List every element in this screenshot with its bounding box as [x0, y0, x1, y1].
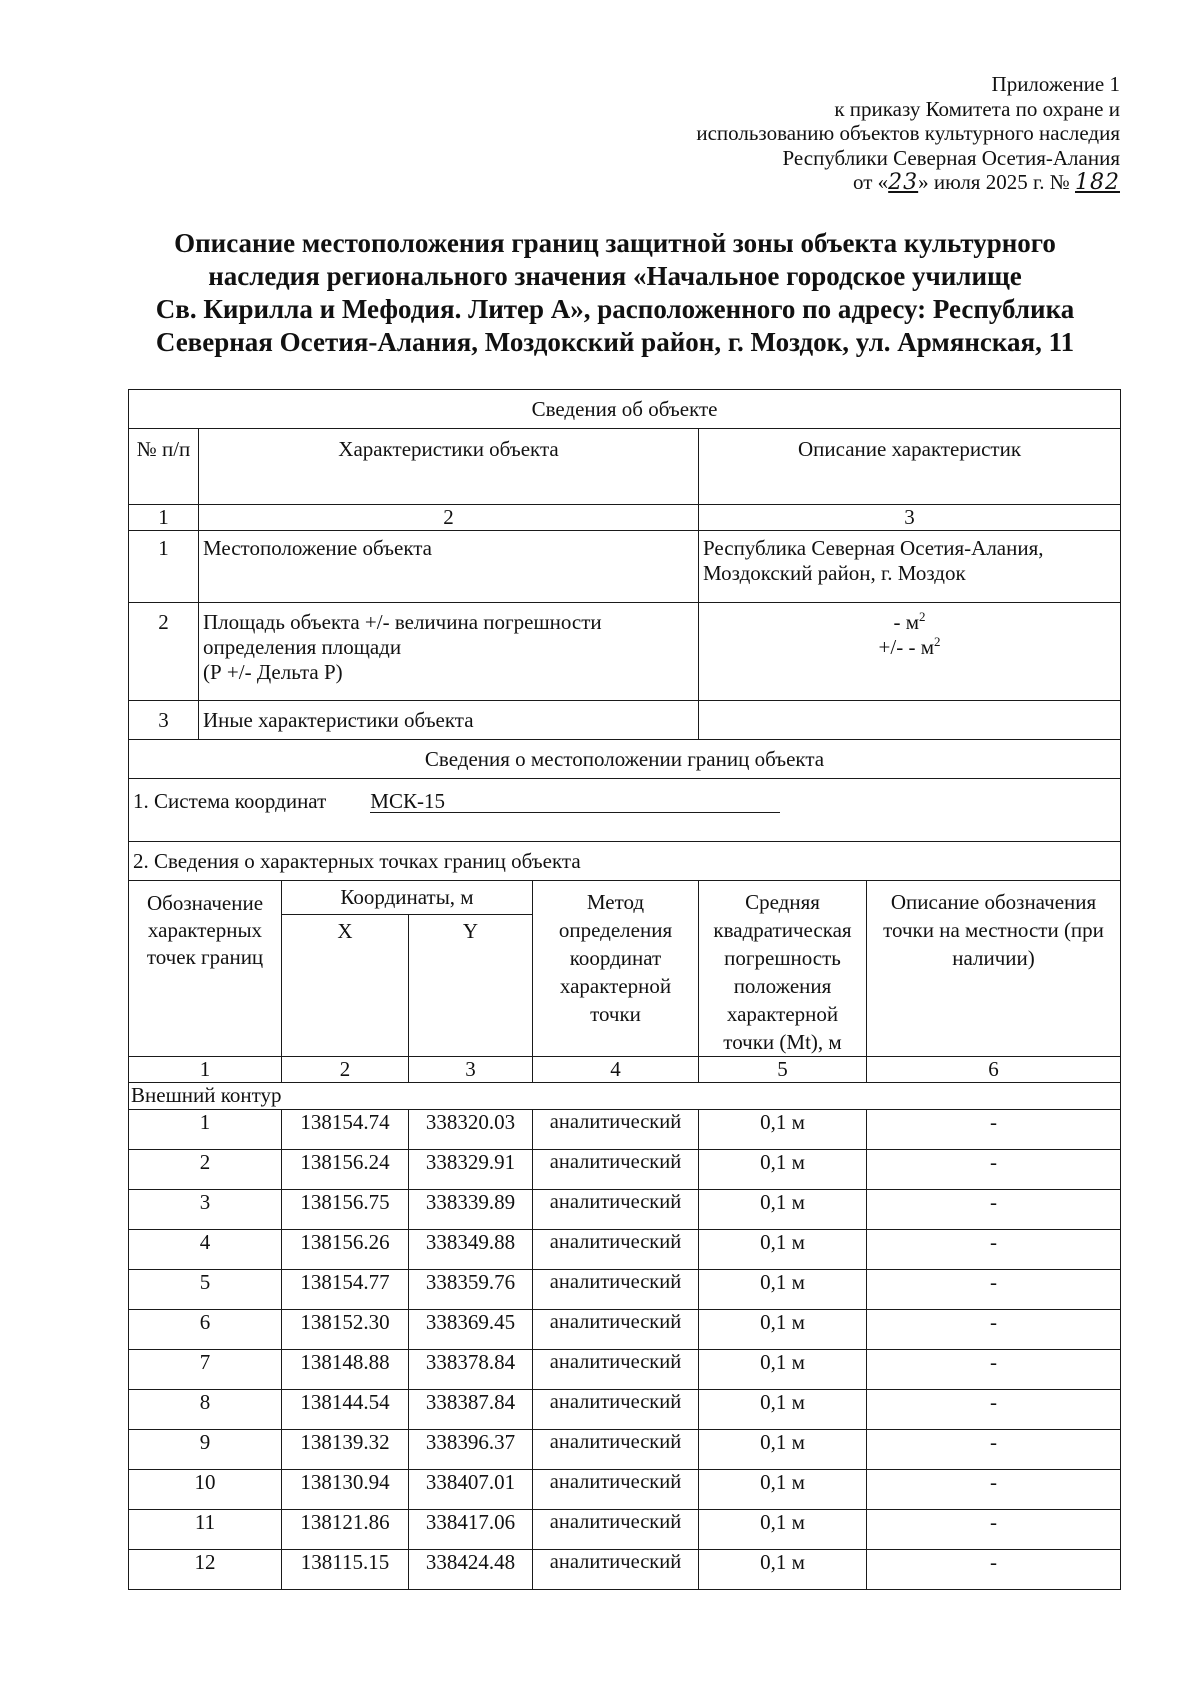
coordinate-system-label: 1. Система координат	[133, 789, 327, 813]
point-x: 138115.15	[282, 1550, 409, 1590]
area-label	[199, 603, 699, 701]
title-line: Св. Кирилла и Мефодия. Литер А», расположенного по адресу: Республика	[155, 294, 1075, 324]
area-value-text: - м	[893, 610, 920, 634]
point-mt: 0,1 м	[699, 1470, 867, 1510]
col-number: 3	[699, 505, 1121, 531]
header-coordinates: Координаты, м	[282, 881, 533, 915]
point-desc: -	[867, 1310, 1121, 1350]
point-method: аналитический	[533, 1510, 699, 1550]
point-x: 138154.77	[282, 1270, 409, 1310]
header-error: Средняя квадратическая погрешность положения характерной точки (Mt), м	[699, 881, 867, 1057]
col-number: 2	[199, 505, 699, 531]
table-row	[129, 1550, 1121, 1590]
point-y: 338396.37	[409, 1430, 533, 1470]
point-desc: -	[867, 1270, 1121, 1310]
object-info-section-title: Сведения об объекте	[129, 390, 1121, 429]
header-y: Y	[409, 914, 533, 1056]
col-header-num: № п/п	[129, 429, 199, 505]
header-method: Метод определения координат характерной точки	[533, 881, 699, 1057]
point-mt: 0,1 м	[699, 1110, 867, 1150]
point-desc: -	[867, 1390, 1121, 1430]
point-mt: 0,1 м	[699, 1190, 867, 1230]
table-row	[129, 1270, 1121, 1310]
point-y: 338378.84	[409, 1350, 533, 1390]
appendix-date-line	[560, 170, 1120, 196]
col-number: 1	[129, 505, 199, 531]
point-desc: -	[867, 1510, 1121, 1550]
point-x: 138152.30	[282, 1310, 409, 1350]
point-desc: -	[867, 1550, 1121, 1590]
location-value	[699, 531, 1121, 603]
point-mt: 0,1 м	[699, 1390, 867, 1430]
date-middle: » июля 2025 г. №	[918, 170, 1070, 194]
point-method: аналитический	[533, 1270, 699, 1310]
point-x: 138154.74	[282, 1110, 409, 1150]
point-number: 7	[129, 1350, 282, 1390]
point-x: 138130.94	[282, 1470, 409, 1510]
other-characteristics-value	[699, 701, 1121, 740]
point-y: 338407.01	[409, 1470, 533, 1510]
table-row	[129, 1230, 1121, 1270]
point-y: 338339.89	[409, 1190, 533, 1230]
col-number: 1	[129, 1057, 282, 1083]
point-number: 9	[129, 1430, 282, 1470]
appendix-line: использованию объектов культурного наследия	[696, 121, 1120, 145]
point-number: 12	[129, 1550, 282, 1590]
boundary-description-table	[128, 389, 1121, 1590]
point-number: 8	[129, 1390, 282, 1430]
point-x: 138156.24	[282, 1150, 409, 1190]
location-label: Местоположение объекта	[199, 531, 699, 603]
point-mt: 0,1 м	[699, 1270, 867, 1310]
col-number: 3	[409, 1057, 533, 1083]
area-error-text: +/- - м	[878, 635, 934, 659]
table-row	[129, 1310, 1121, 1350]
coordinate-system-row	[129, 779, 1121, 842]
contour-label: Внешний контур	[129, 1083, 1121, 1110]
location-value-line: Республика Северная Осетия-Алания,	[703, 536, 1044, 560]
point-number: 10	[129, 1470, 282, 1510]
row-number: 2	[129, 603, 199, 701]
area-value-line	[703, 610, 1116, 635]
table-row	[129, 1350, 1121, 1390]
header-description: Описание обозначения точки на местности (при наличии)	[867, 881, 1121, 1057]
col-number: 2	[282, 1057, 409, 1083]
point-x: 138139.32	[282, 1430, 409, 1470]
point-method: аналитический	[533, 1230, 699, 1270]
point-method: аналитический	[533, 1310, 699, 1350]
point-method: аналитический	[533, 1150, 699, 1190]
title-line: Описание местоположения границ защитной зоны объекта культурного	[174, 228, 1056, 258]
point-y: 338387.84	[409, 1390, 533, 1430]
points-section-title: 2. Сведения о характерных точках границ объекта	[129, 842, 1121, 881]
area-label-line: Площадь объекта +/- величина погрешности	[203, 610, 602, 634]
appendix-line: к приказу Комитета по охране и	[834, 96, 1120, 121]
area-label-line: (Р +/- Дельта Р)	[203, 660, 343, 684]
row-number: 3	[129, 701, 199, 740]
point-desc: -	[867, 1190, 1121, 1230]
point-mt: 0,1 м	[699, 1150, 867, 1190]
point-number: 1	[129, 1110, 282, 1150]
header-designation: Обозначение характерных точек границ	[129, 881, 282, 1057]
point-desc: -	[867, 1350, 1121, 1390]
table-row	[129, 1150, 1121, 1190]
point-number: 6	[129, 1310, 282, 1350]
point-number: 5	[129, 1270, 282, 1310]
header-x: X	[282, 914, 409, 1056]
point-y: 338320.03	[409, 1110, 533, 1150]
table-row	[129, 1390, 1121, 1430]
table-row	[129, 1190, 1121, 1230]
point-y: 338329.91	[409, 1150, 533, 1190]
table-row	[129, 1470, 1121, 1510]
point-number: 11	[129, 1510, 282, 1550]
point-x: 138144.54	[282, 1390, 409, 1430]
point-x: 138121.86	[282, 1510, 409, 1550]
handwritten-day: 23	[888, 170, 919, 195]
col-header-description: Описание характеристик	[699, 429, 1121, 505]
point-mt: 0,1 м	[699, 1350, 867, 1390]
col-header-characteristics: Характеристики объекта	[199, 429, 699, 505]
point-method: аналитический	[533, 1430, 699, 1470]
point-number: 3	[129, 1190, 282, 1230]
point-y: 338359.76	[409, 1270, 533, 1310]
col-number: 4	[533, 1057, 699, 1083]
col-number: 5	[699, 1057, 867, 1083]
table-row	[129, 1510, 1121, 1550]
area-value	[699, 603, 1121, 701]
point-method: аналитический	[533, 1110, 699, 1150]
other-characteristics-label: Иные характеристики объекта	[199, 701, 699, 740]
point-mt: 0,1 м	[699, 1230, 867, 1270]
title-line: Северная Осетия-Алания, Моздокский район, г. Моздок, ул. Армянская, 11	[155, 327, 1075, 357]
point-y: 338349.88	[409, 1230, 533, 1270]
point-y: 338424.48	[409, 1550, 533, 1590]
area-label-line: определения площади	[203, 635, 402, 659]
coordinate-system-value: МСК-15	[370, 790, 780, 813]
point-desc: -	[867, 1150, 1121, 1190]
point-desc: -	[867, 1110, 1121, 1150]
table-row	[129, 1430, 1121, 1470]
handwritten-order-number: 182	[1075, 170, 1120, 195]
document-title	[120, 227, 1110, 359]
area-error-line	[703, 635, 1116, 660]
point-mt: 0,1 м	[699, 1310, 867, 1350]
col-number: 6	[867, 1057, 1121, 1083]
point-method: аналитический	[533, 1350, 699, 1390]
point-x: 138156.75	[282, 1190, 409, 1230]
location-info-section-title: Сведения о местоположении границ объекта	[129, 740, 1121, 779]
date-prefix: от «	[853, 170, 889, 194]
superscript: 2	[934, 634, 941, 649]
point-y: 338417.06	[409, 1510, 533, 1550]
point-y: 338369.45	[409, 1310, 533, 1350]
point-method: аналитический	[533, 1390, 699, 1430]
point-number: 4	[129, 1230, 282, 1270]
superscript: 2	[919, 609, 926, 624]
title-line: наследия регионального значения «Начальное городское училище	[208, 261, 1022, 291]
point-mt: 0,1 м	[699, 1430, 867, 1470]
appendix-header	[560, 72, 1120, 196]
point-method: аналитический	[533, 1190, 699, 1230]
point-x: 138148.88	[282, 1350, 409, 1390]
point-number: 2	[129, 1150, 282, 1190]
point-desc: -	[867, 1430, 1121, 1470]
location-value-line: Моздокский район, г. Моздок	[703, 561, 966, 585]
point-method: аналитический	[533, 1550, 699, 1590]
table-row	[129, 1110, 1121, 1150]
point-desc: -	[867, 1230, 1121, 1270]
point-method: аналитический	[533, 1470, 699, 1510]
row-number: 1	[129, 531, 199, 603]
appendix-line: Республики Северная Осетия-Алания	[782, 145, 1120, 170]
point-x: 138156.26	[282, 1230, 409, 1270]
point-mt: 0,1 м	[699, 1550, 867, 1590]
point-desc: -	[867, 1470, 1121, 1510]
point-mt: 0,1 м	[699, 1510, 867, 1550]
appendix-line: Приложение 1	[991, 72, 1120, 96]
